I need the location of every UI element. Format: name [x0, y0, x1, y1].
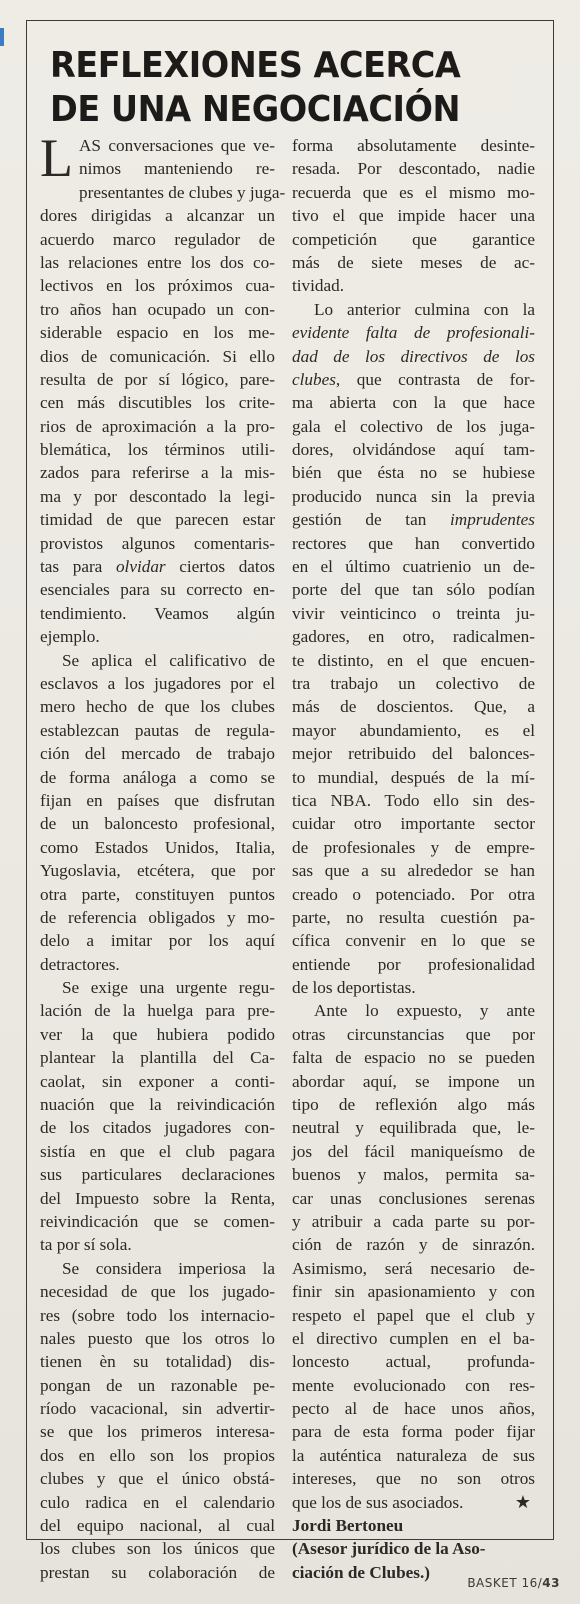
text-line: dios de comunicación. Si ello [40, 346, 275, 366]
text-line: entiende por profesionalidad [292, 954, 535, 974]
text-line: ma y por descontado la legi- [40, 486, 275, 506]
text-line: falta de espacio no se pueden [292, 1048, 535, 1068]
text-line: nuación que la reivindicación [40, 1095, 275, 1115]
text-line: detractores. [40, 954, 120, 974]
text-line: to mundial, después de la mí- [292, 767, 535, 787]
text-line: tica NBA. Todo ello sin des- [292, 790, 535, 810]
text-line: que los de sus asociados. ★ [292, 1491, 535, 1514]
text-line: nimos manteniendo re- [79, 159, 275, 179]
magazine-issue: BASKET 16/ [467, 1576, 543, 1590]
text-line: forma absolutamente desinte- [292, 136, 535, 155]
text-line: loncesto actual, profunda- [292, 1352, 535, 1372]
text-line: delo a imitar por los aquí [40, 931, 275, 951]
text-line: Se considera imperiosa la [62, 1258, 275, 1278]
text-line: sus particulares declaraciones [40, 1165, 275, 1185]
text-line: acuerdo marco regulador de [40, 229, 275, 249]
text-line: de referencia obligados y mo- [40, 907, 275, 927]
text-line: fijan en países que disfrutan [40, 790, 275, 810]
text-line: mero hecho de que los clubes [40, 697, 275, 717]
text-line: más de doscientos. Que, a [292, 697, 535, 717]
text-line: como Estados Unidos, Italia, [40, 837, 275, 857]
text-line: en el último cuatrienio un de- [292, 557, 535, 577]
text-line: pecto al de hace unos años, [292, 1399, 535, 1419]
text-line: tipo de reflexión algo más [292, 1095, 535, 1115]
text-line: buenos y malos, permita sa- [292, 1165, 535, 1185]
text-line: dos en ello son los propios [40, 1445, 275, 1465]
text-line: recuerda que es el mismo mo- [292, 182, 535, 202]
text-line: respeto el papel que el club y [292, 1305, 535, 1325]
text-line: mejor retribuido del balonces- [292, 744, 535, 764]
text-line: dores, olvidándose aquí tam- [292, 440, 535, 460]
text-line: pongan de un razonable pe- [40, 1375, 275, 1395]
text-line: lación de la huelga para pre- [40, 1001, 275, 1021]
text-line: porte del que tan sólo podían [292, 580, 535, 600]
text-line: tivo el que impide hacer una [292, 206, 535, 226]
text-line: jos del fácil maniqueísmo de [292, 1141, 535, 1161]
signature-author: Jordi Bertoneu [292, 1516, 404, 1536]
text-line: rios de aproximación a la pro- [40, 416, 275, 436]
text-line: tro años han ocupado un con- [40, 299, 275, 319]
text-line: necesidad de que los jugado- [40, 1282, 275, 1302]
text-line: Ante lo expuesto, y ante [314, 1001, 535, 1021]
text-line: ver la que hubiera podido [40, 1024, 275, 1044]
text-line: abordar aquí, se impone un [292, 1071, 535, 1091]
text-line: ejemplo. [40, 627, 100, 647]
text-line: establezcan pautas de regula- [40, 720, 275, 740]
text-line: clubes, que contrasta de for- [292, 369, 535, 389]
right-column [292, 134, 535, 1584]
text-line: cífica convenir en lo que se [292, 931, 535, 951]
page-number: 43 [542, 1576, 560, 1590]
text-line: clubes y que el único obstá- [40, 1469, 275, 1489]
end-star-icon: ★ [514, 1491, 531, 1512]
text-line: sas que a su alrededor se han [292, 861, 535, 881]
text-line: mente evolucionado con res- [292, 1375, 535, 1395]
text-line: gestión de tan imprudentes [292, 510, 535, 530]
text-line: creado o potenciado. Por otra [292, 884, 535, 904]
text-line: otras circunstancias que por [292, 1024, 535, 1044]
text-line: res (sobre todo los internacio- [40, 1305, 275, 1325]
text-line: tas para olvidar ciertos datos [40, 557, 275, 577]
text-line: parte, no resulta cuestión pa- [292, 907, 535, 927]
text-line: dad de los directivos de los [292, 346, 535, 366]
text-line: esclavos a los jugadores por el [40, 673, 275, 693]
text-line: competición que garantice [292, 229, 535, 249]
text-line: car unas conclusiones serenas [292, 1188, 535, 1208]
text-line: blemática, los términos utili- [40, 440, 275, 460]
left-column [40, 128, 286, 1584]
text-line: los clubes son los únicos que [40, 1539, 275, 1559]
text-line: finir sin apasionamiento y con [292, 1282, 535, 1302]
signature-role: (Asesor jurídico de la Aso- [292, 1539, 486, 1559]
text-line: dores dirigidas a alcanzar un [40, 206, 275, 226]
text-line: Se aplica el calificativo de [62, 650, 275, 670]
text-line: tendimiento. Veamos algún [40, 603, 275, 623]
text-line: bién que ésta no se hubiese [292, 463, 535, 483]
text-line: Asimismo, será necesario de- [292, 1258, 535, 1278]
text-line: gala el colectivo de los juga- [292, 416, 535, 436]
text-line: siderable espacio en los me- [40, 323, 275, 343]
text-line: tividad. [292, 276, 345, 296]
text-line: de los citados jugadores con- [40, 1118, 275, 1138]
text-line: la auténtica naturaleza de sus [292, 1445, 535, 1465]
text-line: nales puesto que los otros lo [40, 1328, 275, 1348]
text-line: te distinto, en el que encuen- [292, 650, 535, 670]
text-line: intereses, que no son otros [292, 1469, 535, 1489]
text-line: zados para referirse a la mis- [40, 463, 275, 483]
text-line: culo radica en el calendario [40, 1492, 275, 1512]
text-line: AS conversaciones que ve- [79, 136, 275, 155]
text-line: se que los primeros interesa- [40, 1422, 275, 1442]
text-line: y atribuir a cada parte su por- [292, 1211, 535, 1231]
text-line: presentantes de clubes y juga- [79, 182, 286, 202]
article-headline [50, 44, 496, 132]
edge-color-mark [0, 28, 4, 46]
text-line: para de esta forma poder fijar [292, 1422, 535, 1442]
text-line: vivir veinticinco o treinta ju- [292, 603, 535, 623]
text-line: caolat, sin exponer a conti- [40, 1071, 275, 1091]
headline-line-1: REFLEXIONES ACERCA [50, 45, 461, 86]
text-line: resada. Por descontado, nadie [292, 159, 535, 179]
text-line: ta por sí sola. [40, 1235, 132, 1255]
text-line: más de siete meses de ac- [292, 252, 535, 272]
text-line: mayor abundamiento, es el [292, 720, 535, 740]
text-line: las relaciones entre los dos co- [40, 252, 275, 272]
text-line: timidad de que parecen estar [40, 510, 275, 530]
text-line: Yugoslavia, etcétera, que por [40, 861, 275, 881]
text-line: sistía en que el club pagara [40, 1141, 275, 1161]
text-line: tra trabajo un colectivo de [292, 673, 535, 693]
text-line: de profesionales y de empre- [292, 837, 535, 857]
drop-cap: L [40, 128, 73, 188]
text-line: otra parte, constituyen puntos [40, 884, 275, 904]
text-line: de forma análoga a como se [40, 767, 275, 787]
text-line: ríodo vacacional, sin advertir- [40, 1399, 275, 1419]
text-line: resulta de por sí lógico, pare- [40, 369, 275, 389]
text-line: provistos algunos comentaris- [40, 533, 275, 553]
text-line: el directivo cumplen en el ba- [292, 1328, 535, 1348]
text-line: de los deportistas. [292, 978, 416, 998]
text-line: producido nunca sin la previa [292, 486, 535, 506]
text-line: gadores, en otro, radicalmen- [292, 627, 535, 647]
text-line: reivindicación que se comen- [40, 1211, 275, 1231]
text-line: prestan su colaboración de [40, 1562, 275, 1582]
text-line: ción de razón y de sinrazón. [292, 1235, 535, 1255]
text-line: lectivos en los próximos cua- [40, 276, 275, 296]
text-line: Se exige una urgente regu- [62, 978, 275, 998]
text-line: plantear la plantilla del Ca- [40, 1048, 275, 1068]
signature-role: ciación de Clubes.) [292, 1562, 430, 1582]
text-line: cuidar otro importante sector [292, 814, 535, 834]
text-line: cen más discutibles los crite- [40, 393, 275, 413]
text-line: Lo anterior culmina con la [314, 299, 535, 319]
headline-line-2: DE UNA NEGOCIACIÓN [50, 89, 460, 130]
text-line: del Impuesto sobre la Renta, [40, 1188, 275, 1208]
text-line: esenciales para su correcto en- [40, 580, 275, 600]
page-footer [467, 1576, 560, 1590]
text-line: rectores que han convertido [292, 533, 535, 553]
text-line: del equipo nacional, al cual [40, 1516, 275, 1536]
text-line: neutral y equilibrada que, le- [292, 1118, 535, 1138]
text-line: tienen èn su totalidad) dis- [40, 1352, 275, 1372]
text-line: de un baloncesto profesional, [40, 814, 275, 834]
text-line: evidente falta de profesionali- [292, 323, 535, 343]
text-line: ción del mercado de trabajo [40, 744, 275, 764]
text-line: ma abierta con la que hace [292, 393, 535, 413]
